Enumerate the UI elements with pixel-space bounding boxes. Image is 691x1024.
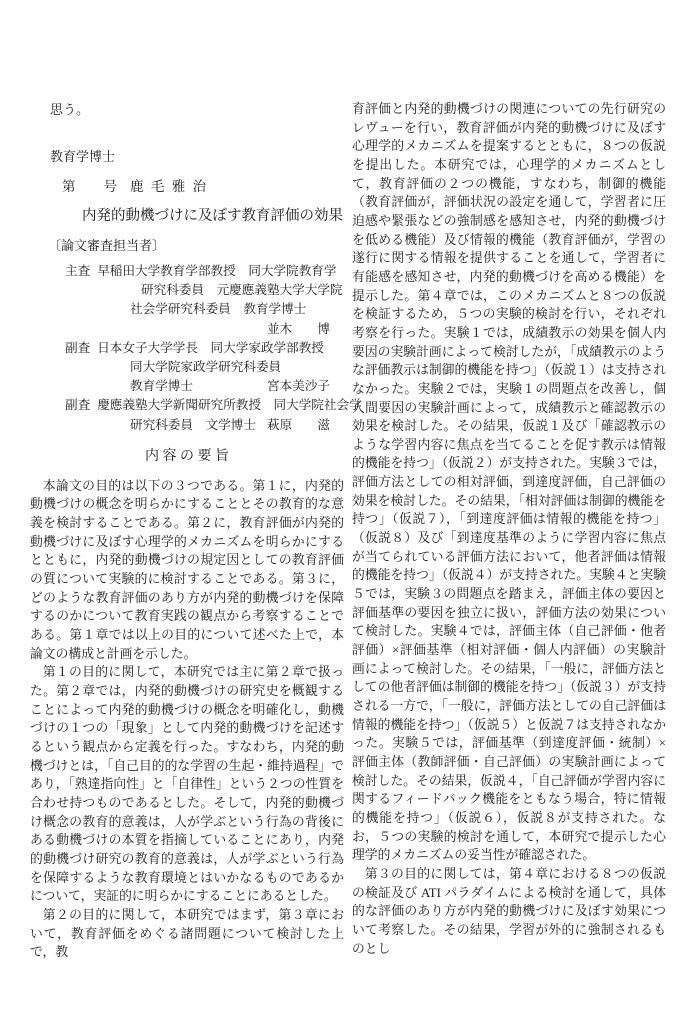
committee-member-name: 並木 博 xyxy=(267,321,330,336)
degree-label: 教育学博士 xyxy=(50,149,116,164)
summary-paragraph: 本論文の目的は以下の３つである。第１に，内発的動機づけの概念を明らかにすることとその教育的な意義を検討することである。第２に，教育評価が内発的動機づけに及ぼす心理学的メカニズムを明らかにするとともに，内発的動機づけの規定因としての教育評価の質について実験的に検討することである。第３に，どのような教育評価のあり方が内発的動機づけを保障するのかについて教育実践の観点から考察することである。第１章では以上の目的について述べた上で，本論文の構成と計画を示した。 xyxy=(30,478,344,661)
carryover-text: 思う。 xyxy=(50,102,90,117)
committee-line xyxy=(30,320,344,339)
summary-paragraph: 第３の目的に関しては，第４章における８つの仮説の検証及び ATI パラダイムによる検討を通して，具体的な評価のあり方が内発的動機づけに及ぼす効果について考察した。その結果，学習が外的に強制されるものとし xyxy=(352,866,666,956)
committee-line xyxy=(130,358,344,377)
committee-affiliation: 研究科委員 文学博士 xyxy=(130,417,256,432)
committee-affiliation: 慶應義塾大学新聞研究所教授 同大学院社会学 xyxy=(97,398,362,413)
committee-line xyxy=(141,281,344,300)
cert-no-suffix: 号 xyxy=(103,179,117,194)
committee-member-chief xyxy=(30,262,344,339)
committee-member-name: 萩原 滋 xyxy=(267,417,330,432)
cert-no-prefix: 第 xyxy=(62,179,76,194)
summary-paragraph: 第２の目的に関して，本研究ではまず，第３章において，教育評価をめぐる諸問題について検討した上で，教 xyxy=(30,907,344,960)
right-column xyxy=(352,100,666,962)
two-column-layout xyxy=(30,100,666,962)
committee-line xyxy=(130,416,344,435)
committee-member-deputy-1 xyxy=(30,339,344,397)
committee-role: 副査 xyxy=(65,340,91,355)
committee-list xyxy=(30,262,362,435)
committee-line xyxy=(65,339,344,358)
committee-member-deputy-2 xyxy=(30,396,362,434)
committee-role: 副査 xyxy=(65,398,91,413)
left-column xyxy=(30,100,362,962)
committee-line xyxy=(65,262,344,281)
committee-line xyxy=(130,377,344,396)
committee-line xyxy=(65,396,362,415)
summary-paragraph: 第１の目的に関して，本研究では主に第２章で扱った。第２章では，内発的動機づけの研究史を概観することによって内発的動機づけの概念を明確化し，動機づけの１つの「現象」として内発的動機づけを記述するという観点から定義を行った。すなわち，内発的動機づけとは，「自己目的的な学習の生起・維持過程」であり，「熟達指向性」と「自律性」という２つの性質を合わせ持つものであるとした。そして，内発的動機づけ概念の教育的意義は，人が学ぶという行為の背後にある動機づけの本質を指摘していることにあり，内発的動機づけ研究の教育的意義は，人が学ぶという行為を保障するような教育環境とはいかなるものであるかについて，実証的に明らかにすることにあるとした。 xyxy=(30,665,344,904)
summary-heading: 内 容 の 要 旨 xyxy=(145,448,229,464)
certificate-number-line xyxy=(62,177,344,197)
committee-affiliation: 研究科委員 元慶應義塾大学大学院 xyxy=(141,283,343,298)
committee-affiliation: 早稲田大学教育学部教授 同大学院教育学 xyxy=(97,264,337,278)
committee-affiliation: 社会学研究科委員 教育学博士 xyxy=(130,302,307,317)
committee-heading: 〔論文審査担当者〕 xyxy=(48,238,166,253)
thesis-title: 内発的動機づけに及ぼす教育評価の効果 xyxy=(82,208,343,224)
committee-affiliation: 同大学院家政学研究科委員 xyxy=(130,360,282,375)
committee-line xyxy=(130,300,344,319)
committee-affiliation: 教育学博士 xyxy=(130,379,193,394)
summary-paragraph-continuation: 育評価と内発的動機づけの関連についての先行研究のレヴューを行い，教育評価が内発的動機づけに及ぼす心理学的メカニズムを提案するとともに，８つの仮説を提出した。本研究では，心理学的メカニズムとして，教育評価の２つの機能，すなわち，制御的機能（教育評価が，評価状況の設定を通して，学習者に圧迫感や緊張などの強制感を感知させ，内発的動機づけを低める機能）及び情報的機能（教育評価が，学習の遂行に関する情報を提供することを通して，学習者に有能感を感知させ，内発的動機づけを高める機能）を提示した。第４章では，このメカニズムと８つの仮説を検証するため，５つの実験的検討を行い，それぞれ考察を行った。実験１では，成績教示の効果を個人内要因の実験計画によって検討したが，「成績教示のような評価教示は制御的機能を持つ」（仮説１）は支持されなかった。実験２では，実験１の問題点を改善し，個人間要因の実験計画によって，成績教示と確認教示の効果を検討した。その結果，仮説１及び「確認教示のような学習内容に焦点を当てることを促す教示は情報的機能を持つ」（仮説２）が支持された。実験３では，評価方法としての相対評価，到達度評価，自己評価の効果を検討した。その結果，「相対評価は制御的機能を持つ」（仮説７），「到達度評価は情報的機能を持つ」（仮説８）及び「到達度基準のように学習内容に焦点が当てられている評価方法において，他者評価は情報的機能を持つ」（仮説４）が支持された。実験４と実験５では，実験３の問題点を踏まえ，評価主体の要因と評価基準の要因を独立に扱い，評価方法の効果について検討した。実験４では，評価主体（自己評価・他者評価）×評価基準（相対評価・個人内評価）の実験計画によって検討した。その結果，「一般に，評価方法としての他者評価は制御的機能を持つ」（仮説３）が支持される一方で，「一般に，評価方法としての自己評価は情報的機能を持つ」（仮説５）と仮説７は支持されなかった。実験５では，評価基準（到達度評価・統制）×評価主体（教師評価・自己評価）の実験計画によって検討した。その結果，仮説４，「自己評価が学習内容に関するフィードバック機能をともなう場合，特に情報的機能を持つ」（仮説６），仮説８が支持された。なお，５つの実験的検討を通して，本研究で提示した心理学的メカニズムの妥当性が確認された。 xyxy=(352,102,666,863)
committee-member-name: 宮本美沙子 xyxy=(267,379,330,394)
committee-affiliation: 日本女子大学学長 同大学家政学部教授 xyxy=(97,340,324,355)
committee-role: 主査 xyxy=(65,264,91,278)
author-name: 鹿 毛 雅 治 xyxy=(130,179,209,194)
